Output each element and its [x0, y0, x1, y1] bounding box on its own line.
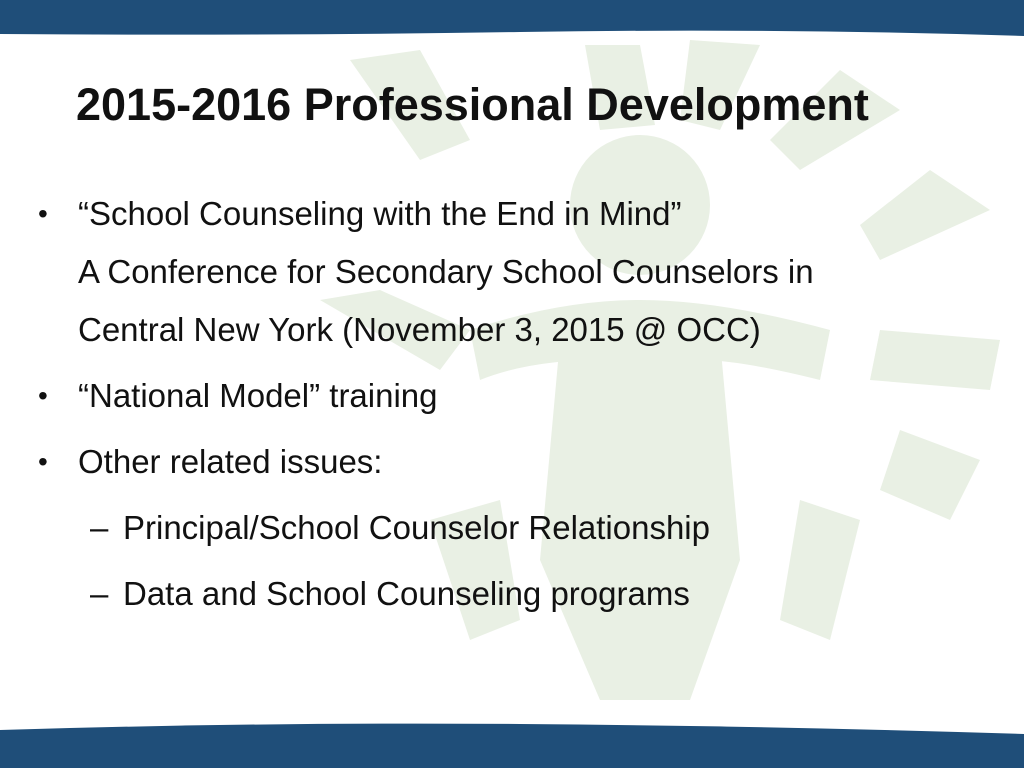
- subbullet-marker: –: [90, 575, 109, 612]
- subbullet-2-text: Data and School Counseling programs: [123, 575, 690, 612]
- bullet-marker: •: [38, 380, 48, 411]
- slide-title: 2015-2016 Professional Development: [76, 79, 869, 130]
- subbullet-marker: –: [90, 509, 109, 546]
- bullet-marker: •: [38, 198, 48, 229]
- bullet-marker: •: [38, 446, 48, 477]
- bullet-1-line-3: Central New York (November 3, 2015 @ OCC): [78, 311, 761, 348]
- bullet-1-line-1: “School Counseling with the End in Mind”: [78, 195, 682, 232]
- bullet-1-line-2: A Conference for Secondary School Counselors in: [78, 253, 814, 290]
- bullet-3-line-1: Other related issues:: [78, 443, 383, 480]
- bullet-2-line-1: “National Model” training: [78, 377, 438, 414]
- subbullet-1-text: Principal/School Counselor Relationship: [123, 509, 710, 546]
